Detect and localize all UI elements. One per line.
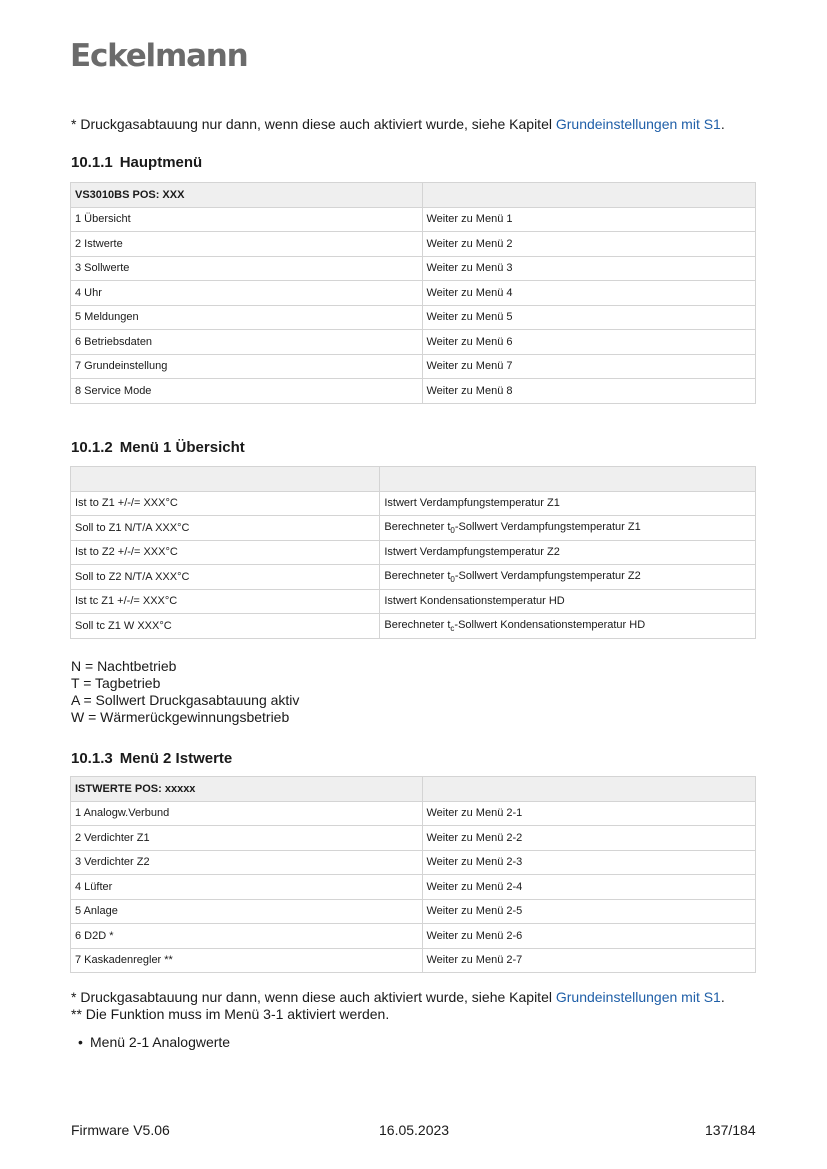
description-text: Istwert Kondensationstemperatur HD [384,595,565,608]
table-row [71,207,756,232]
target-cell: Weiter zu Menü 2-7 [422,948,756,973]
table-row [71,899,756,924]
description-cell [380,565,756,590]
bottom-note-text: * Druckgasabtauung nur dann, wenn diese auch aktiviert wurde, siehe Kapitel [71,989,556,1005]
legend-item: N = Nachtbetrieb [71,658,177,674]
table-row [71,850,756,875]
table-row [71,589,756,614]
target-cell: Weiter zu Menü 5 [422,305,756,330]
legend-item: T = Tagbetrieb [71,675,161,691]
top-note-link[interactable]: Grundeinstellungen mit S1 [555,116,721,132]
table-row [71,491,756,516]
menu-item-cell: 5 Meldungen [71,305,423,330]
company-logo: Eckelmann [70,38,248,74]
target-cell: Weiter zu Menü 4 [422,281,756,306]
target-cell: Weiter zu Menü 1 [422,207,756,232]
display-value-cell: Soll to Z1 N/T/A XXX°C [71,516,380,541]
section-heading-menue-2 [71,750,232,767]
section-number: 10.1.2 [71,439,113,456]
subscript: 0 [450,525,455,535]
table-row [71,540,756,565]
description-text: -Sollwert Kondensationstemperatur HD [454,618,646,631]
target-cell: Weiter zu Menü 2-2 [422,826,756,851]
bottom-note-link[interactable]: Grundeinstellungen mit S1 [555,989,721,1005]
bullet-text: Menü 2-1 Analogwerte [90,1034,231,1050]
legend [71,658,299,726]
table-row [71,232,756,257]
menu-item-cell: 6 D2D * [71,924,423,949]
table-row [71,281,756,306]
top-note [71,116,725,133]
description-cell [380,540,756,565]
description-cell [380,491,756,516]
footer-page-number: 137/184 [705,1122,756,1138]
menu-item-cell: 7 Kaskadenregler ** [71,948,423,973]
description-text: Berechneter t [384,569,451,582]
description-text: Istwert Verdampfungstemperatur Z2 [384,546,560,559]
target-cell: Weiter zu Menü 2-1 [422,801,756,826]
header-cell [422,183,756,208]
top-note-text: * Druckgasabtauung nur dann, wenn diese auch aktiviert wurde, siehe Kapitel [71,116,556,132]
description-text: -Sollwert Verdampfungstemperatur Z2 [454,569,641,582]
menu-item-cell: 7 Grundeinstellung [71,354,423,379]
description-text: Berechneter t [384,618,451,631]
description-cell [380,516,756,541]
menu-item-cell: 5 Anlage [71,899,423,924]
legend-item: W = Wärmerückgewinnungsbetrieb [71,709,290,725]
table-row [71,875,756,900]
header-cell: ISTWERTE POS: xxxxx [71,777,423,802]
section-title: Menü 1 Übersicht [119,439,245,456]
section-title: Hauptmenü [119,154,203,171]
table-header-row [71,183,756,208]
description-cell [380,614,756,639]
target-cell: Weiter zu Menü 3 [422,256,756,281]
table-row [71,565,756,590]
bottom-note-end: . [720,989,725,1005]
table-row [71,256,756,281]
table-menue-1-uebersicht [70,466,756,639]
target-cell: Weiter zu Menü 2-6 [422,924,756,949]
description-text: Berechneter t [384,520,451,533]
section-heading-hauptmenue [71,154,202,171]
target-cell: Weiter zu Menü 2-5 [422,899,756,924]
table-row [71,924,756,949]
table-header-row [71,467,756,492]
display-value-cell: Ist tc Z1 +/-/= XXX°C [71,589,380,614]
target-cell: Weiter zu Menü 7 [422,354,756,379]
table-row [71,330,756,355]
menu-item-cell: 1 Übersicht [71,207,423,232]
section-heading-menue-1 [71,439,245,456]
header-cell [380,467,756,492]
section-title: Menü 2 Istwerte [119,750,233,767]
table-header-row [71,777,756,802]
display-value-cell: Soll tc Z1 W XXX°C [71,614,380,639]
target-cell: Weiter zu Menü 2 [422,232,756,257]
table-row [71,826,756,851]
bullet-dot: • [78,1034,83,1050]
header-cell: VS3010BS POS: XXX [71,183,423,208]
menu-item-cell: 2 Verdichter Z1 [71,826,423,851]
menu-item-cell: 1 Analogw.Verbund [71,801,423,826]
table-row [71,354,756,379]
legend-item: A = Sollwert Druckgasabtauung aktiv [71,692,300,708]
header-cell [422,777,756,802]
menu-item-cell: 3 Verdichter Z2 [71,850,423,875]
bottom-note-line2: ** Die Funktion muss im Menü 3-1 aktiviert werden. [71,1006,390,1022]
target-cell: Weiter zu Menü 2-3 [422,850,756,875]
table-row [71,801,756,826]
table-menue-2-istwerte [70,776,756,973]
bullet-item [78,1034,230,1050]
table-hauptmenue [70,182,756,404]
menu-item-cell: 3 Sollwerte [71,256,423,281]
footer-date: 16.05.2023 [379,1122,450,1138]
table-row [71,948,756,973]
display-value-cell: Ist to Z1 +/-/= XXX°C [71,491,380,516]
target-cell: Weiter zu Menü 2-4 [422,875,756,900]
description-cell [380,589,756,614]
header-cell [71,467,380,492]
subscript: c [450,623,455,633]
table-row [71,379,756,404]
section-number: 10.1.1 [71,154,113,171]
menu-item-cell: 2 Istwerte [71,232,423,257]
description-text: Istwert Verdampfungstemperatur Z1 [384,497,560,510]
footer-firmware: Firmware V5.06 [71,1122,170,1138]
top-note-end: . [720,116,725,132]
section-number: 10.1.3 [71,750,113,767]
target-cell: Weiter zu Menü 8 [422,379,756,404]
display-value-cell: Ist to Z2 +/-/= XXX°C [71,540,380,565]
table-row [71,614,756,639]
table-row [71,305,756,330]
menu-item-cell: 4 Lüfter [71,875,423,900]
menu-item-cell: 8 Service Mode [71,379,423,404]
display-value-cell: Soll to Z2 N/T/A XXX°C [71,565,380,590]
table-row [71,516,756,541]
subscript: 0 [450,574,455,584]
description-text: -Sollwert Verdampfungstemperatur Z1 [454,520,641,533]
bottom-note [71,989,725,1006]
target-cell: Weiter zu Menü 6 [422,330,756,355]
menu-item-cell: 6 Betriebsdaten [71,330,423,355]
menu-item-cell: 4 Uhr [71,281,423,306]
